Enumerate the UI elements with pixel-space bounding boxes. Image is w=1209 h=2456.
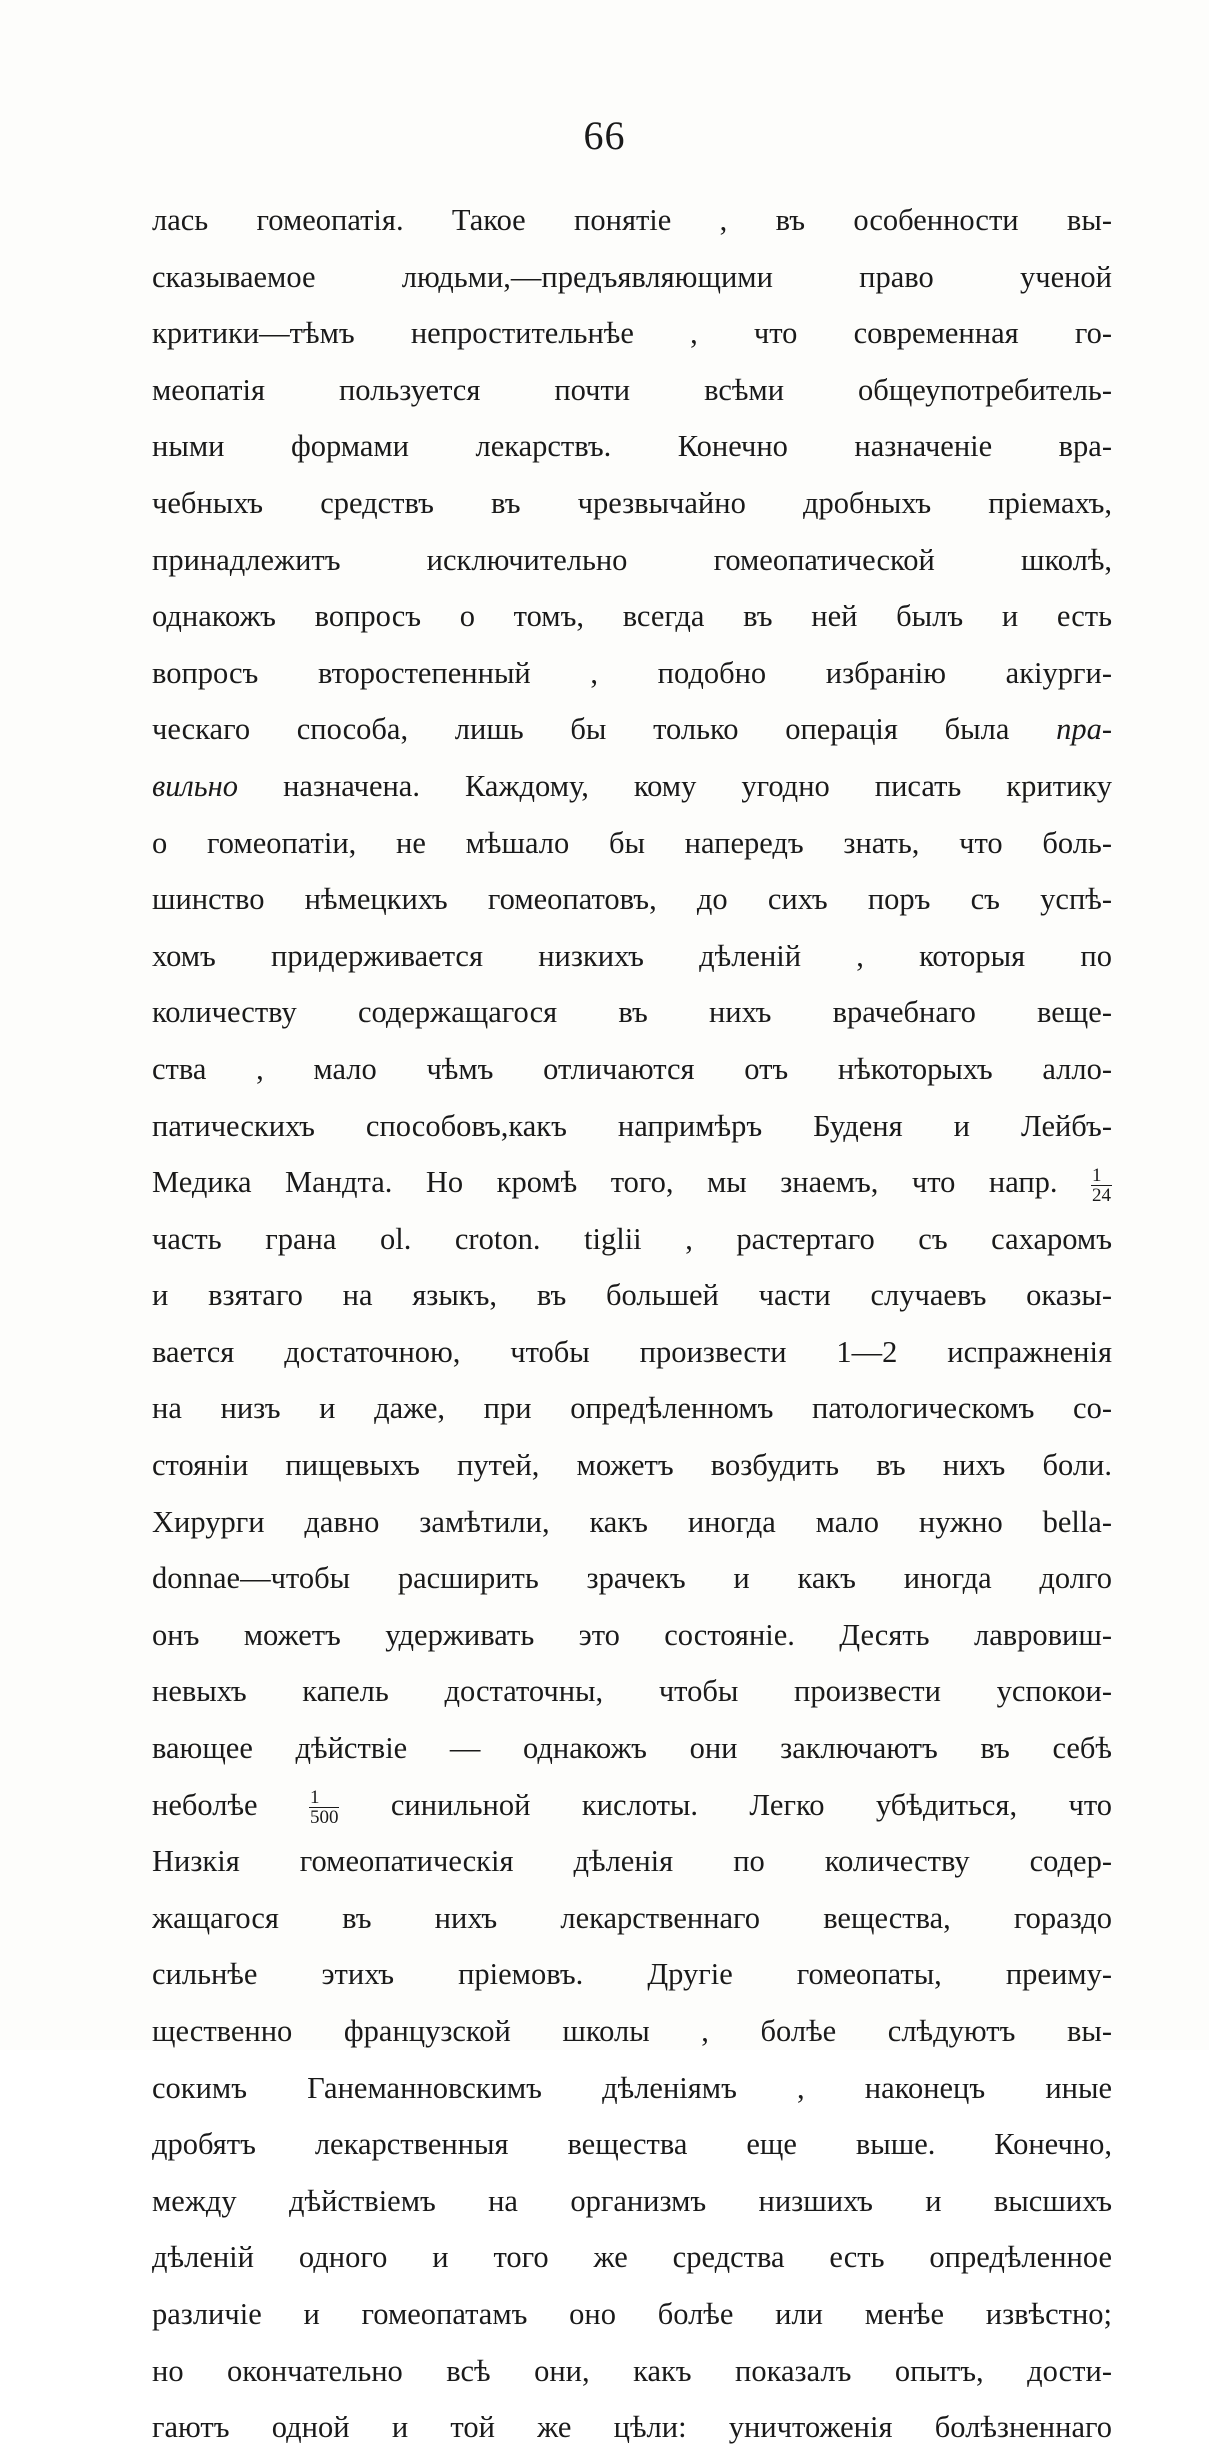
text-segment: синильной кислоты. Легко убѣдиться, что (390, 1787, 1112, 1822)
text-line: сказываемое людьми,—предъявляющими право ученой (152, 259, 1112, 294)
text-line: ными формами лекарствъ. Конечно назначеніе вра- (152, 429, 1112, 464)
text-line: чебныхъ средствъ въ чрезвычайно дробныхъ пріемахъ, (152, 485, 1112, 520)
fraction-numerator: 1 (1091, 1166, 1112, 1186)
text-line: щественно французской школы , болѣе слѣдуютъ вы- (152, 2014, 1112, 2048)
text-segment: неболѣе (152, 1787, 258, 1822)
text-line: дробятъ лекарственныя вещества еще выше. Конечно, (152, 2127, 1112, 2162)
text-line: сильнѣе этихъ пріемовъ. Другіе гомеопаты, преиму- (152, 1957, 1112, 1992)
text-line: хомъ придерживается низкихъ дѣленій , которыя по (152, 938, 1112, 973)
fraction-denominator: 24 (1092, 1184, 1112, 1206)
text-line: ства , мало чѣмъ отличаются отъ нѣкоторыхъ алло- (152, 1051, 1112, 1086)
fraction (309, 1788, 340, 1827)
text-line (152, 758, 1112, 815)
text-line: на низъ и даже, при опредѣленномъ патологическомъ со- (152, 1391, 1112, 1426)
text-line: и взятаго на языкъ, въ большей части случаевъ оказы- (152, 1278, 1112, 1313)
text-line: вопросъ второстепенный , подобно избранію акіурги- (152, 655, 1112, 690)
text-line: жащагося въ нихъ лекарственнаго вещества, гораздо (152, 1900, 1112, 1935)
text-line: гаютъ одной и той же цѣли: уничтоженія болѣзненнаго (152, 2410, 1112, 2445)
text-line: вается достаточною, чтобы произвести 1—2 испражненія (152, 1334, 1112, 1369)
text-line: однакожъ вопросъ о томъ, всегда въ ней былъ и есть (152, 599, 1112, 634)
text-line: но окончательно всѣ они, какъ показалъ опытъ, дости- (152, 2353, 1112, 2388)
text-line: дѣленій одного и того же средства есть опредѣленное (152, 2240, 1112, 2275)
fraction (1091, 1166, 1112, 1205)
text-line (152, 701, 1112, 758)
text-line: о гомеопатіи, не мѣшало бы напередъ знать, что боль- (152, 825, 1112, 860)
italic-word: вильно (152, 768, 239, 803)
italic-word: пра- (1056, 712, 1112, 747)
fraction-denominator: 500 (309, 1807, 339, 1829)
text-line: патическихъ способовъ,какъ напримѣръ Буденя и Лейбъ- (152, 1108, 1112, 1143)
body-text (152, 192, 1112, 2456)
text-line: вающее дѣйствіе — однакожъ они заключаютъ въ себѣ (152, 1731, 1112, 1766)
text-segment: Медика Мандта. Но кромѣ того, мы знаемъ, что напр. (152, 1165, 1058, 1200)
text-segment: ческаго способа, лишь бы только операція была (152, 712, 1010, 747)
text-line (152, 1154, 1112, 1211)
text-line: Хирурги давно замѣтили, какъ иногда мало нужно bella- (152, 1504, 1112, 1539)
text-line: меопатія пользуется почти всѣми общеупотребитель- (152, 372, 1112, 407)
text-line: Низкія гомеопатическія дѣленія по количеству содер- (152, 1844, 1112, 1879)
text-line: количеству содержащагося въ нихъ врачебнаго веще- (152, 995, 1112, 1030)
text-line: онъ можетъ удерживать это состояніе. Десять лавровиш- (152, 1617, 1112, 1652)
text-line: между дѣйствіемъ на организмъ низшихъ и высшихъ (152, 2183, 1112, 2218)
text-segment: назначена. Каждому, кому угодно писать критику (283, 768, 1112, 803)
text-line: шинство нѣмецкихъ гомеопатовъ, до сихъ поръ съ успѣ- (152, 882, 1112, 917)
text-line: невыхъ капель достаточны, чтобы произвести успокои- (152, 1674, 1112, 1709)
text-line: различіе и гомеопатамъ оно болѣе или менѣе извѣстно; (152, 2296, 1112, 2331)
page-number: 66 (583, 113, 626, 158)
text-line: стояніи пищевыхъ путей, можетъ возбудить въ нихъ боли. (152, 1448, 1112, 1483)
text-line: часть грана ol. croton. tiglii , растертаго съ сахаромъ (152, 1221, 1112, 1256)
fraction-numerator: 1 (309, 1788, 340, 1808)
text-line: сокимъ Ганеманновскимъ дѣленіямъ , наконецъ иные (152, 2070, 1112, 2105)
text-line (152, 1777, 1112, 1834)
text-line: donnae—чтобы расширить зрачекъ и какъ иногда долго (152, 1561, 1112, 1596)
text-line: принадлежитъ исключительно гомеопатической школѣ, (152, 542, 1112, 577)
text-line: критики—тѣмъ непростительнѣе , что современная го- (152, 316, 1112, 351)
text-line: лась гомеопатія. Такое понятіе , въ особенности вы- (152, 203, 1112, 237)
